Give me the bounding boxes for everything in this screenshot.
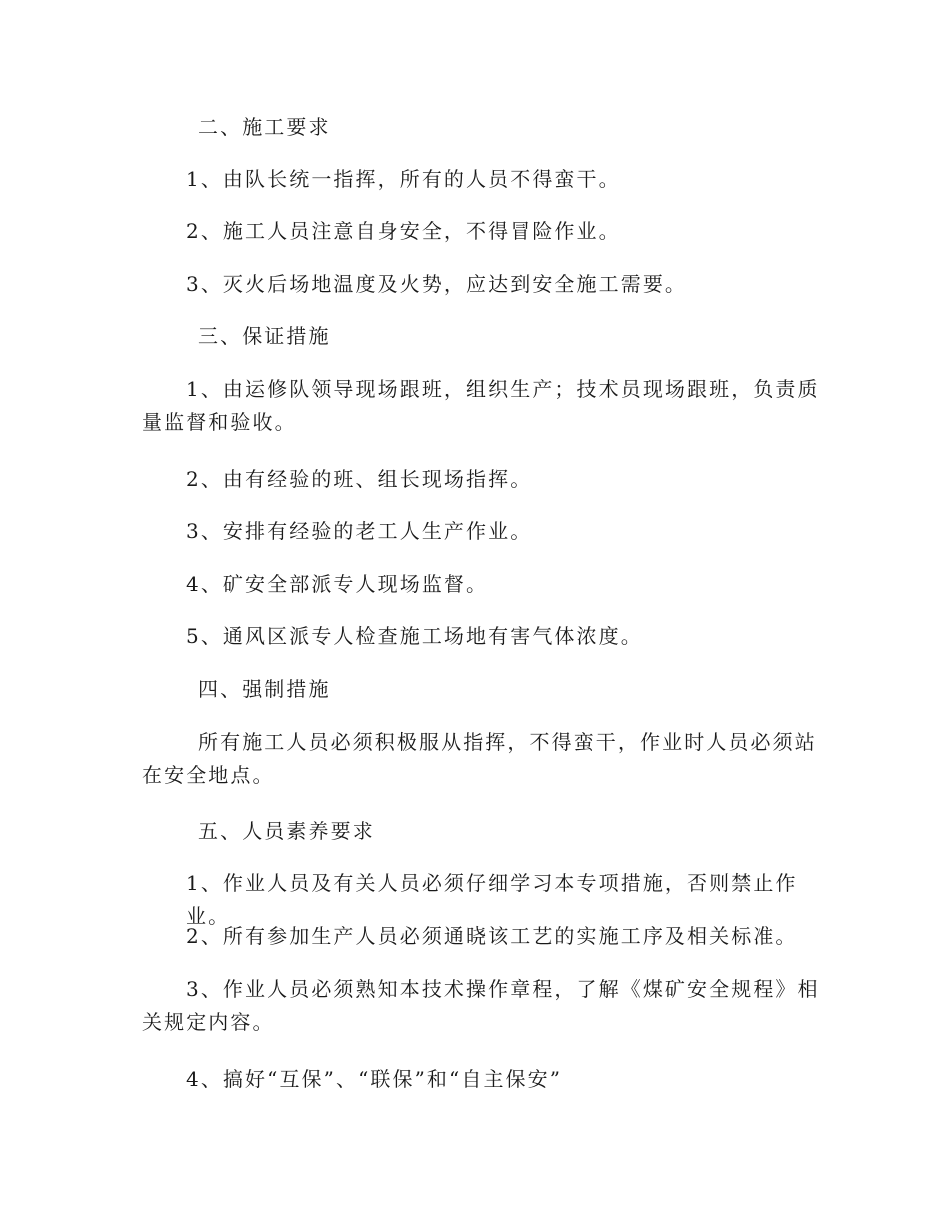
section-heading-5: 五、人员素养要求: [198, 819, 375, 843]
body-paragraph: 所有施工人员必须积极服从指挥，不得蛮干，作业时人员必须站在安全地点。: [142, 730, 817, 787]
list-item: 5、通风区派专人检查施工场地有害气体浓度。: [186, 624, 643, 648]
list-item: 2、所有参加生产人员必须通晓该工艺的实施工序及相关标准。: [186, 924, 798, 948]
list-item: 2、施工人员注意自身安全，不得冒险作业。: [186, 219, 621, 243]
section-heading-3: 三、保证措施: [198, 324, 331, 348]
section-heading-4: 四、强制措施: [198, 677, 331, 701]
list-item: 4、搞好“互保”、“联保”和“自主保安”: [186, 1067, 563, 1091]
list-item: 2、由有经验的班、组长现场指挥。: [186, 467, 533, 491]
section-heading-2: 二、施工要求: [198, 115, 331, 139]
list-item: 3、安排有经验的老工人生产作业。: [186, 519, 533, 543]
list-item: 1、作业人员及有关人员必须仔细学习本专项措施，否则禁止作业。: [186, 871, 798, 928]
list-item: 4、矿安全部派专人现场监督。: [186, 572, 489, 596]
list-item: 1、由队长统一指挥，所有的人员不得蛮干。: [186, 167, 621, 191]
list-item: 1、由运修队领导现场跟班，组织生产；技术员现场跟班，负责质量监督和验收。: [142, 377, 820, 434]
list-item: 3、灭火后场地温度及火势，应达到安全施工需要。: [186, 272, 688, 296]
list-item: 3、作业人员必须熟知本技术操作章程，了解《煤矿安全规程》相关规定内容。: [142, 977, 820, 1034]
